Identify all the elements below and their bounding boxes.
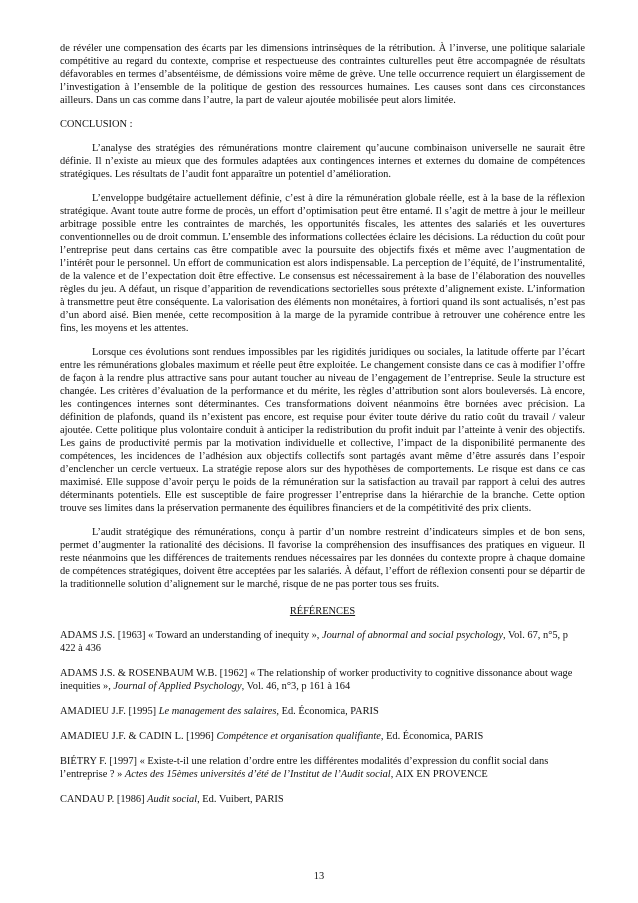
reference-item: BIÉTRY F. [1997] « Existe-t-il une relation d’ordre entre les différentes modalités d’expression du conflit social dans l’entreprise ? » Actes des 15èmes universités d’été de l’Institut de l’Audit social, AIX EN PROVENCE (60, 756, 549, 780)
conclusion-paragraph-1: L’analyse des stratégies des rémunérations montre clairement qu’aucune combinaison universelle ne saurait être définie. Il n’existe au mieux que des formules adaptées aux contingences internes et externes du domaine de compétences stratégiques. Les résultats de l’audit font apparaître un potentiel d’amélioration. (60, 143, 585, 180)
conclusion-paragraph-4: L’audit stratégique des rémunérations, conçu à partir d’un nombre restreint d’indicateurs simples et de bon sens, permet d’augmenter la rationalité des décisions. Il favorise la compréhension des insuffisances des pratiques en vigueur. Il reste néanmoins que les différences de traitements rendues nécessaires par les données du contexte propre à chaque domaine de compétences stratégiques, doivent être acceptées par les salariés. À défaut, l’effort de réflexion consenti pour se départir de la traditionnelle solution d’alignement sur le marché, risque de ne pas porter tous ses fruits. (60, 527, 585, 590)
conclusion-heading: CONCLUSION : (60, 119, 133, 130)
references-heading: RÉFÉRENCES (289, 606, 356, 617)
reference-item: CANDAU P. [1986] Audit social, Ed. Vuibert, PARIS (60, 794, 284, 805)
references-list (60, 629, 585, 806)
conclusion-paragraph-3: Lorsque ces évolutions sont rendues impossibles par les rigidités juridiques ou sociales, la latitude offerte par l’écart entre les rémunérations globales maximum et réelle peut être exploitée. Le changement consiste dans ce cas à modifier l’offre de façon à la rendre plus attractive sans pour autant toucher au niveau de l’engagement de l’entreprise. Seule la structure est changée. Les critères d’évaluation de la performance et du mérite, les règles d’attribution sont alors bouleversés. Là encore, les contingences internes sont déterminantes. Ces transformations doivent néanmoins être bornées avec précision. La définition de plafonds, quand ils n’existent pas encore, est requise pour éviter toute dérive du ratio coût du travail / valeur ajoutée. Cette politique plus volontaire conduit à anticiper la redistribution du profit induit par l’atteinte à venir des objectifs. Les gains de productivité permis par la motivation individuelle et collective, l’impact de la disponibilité permanente des compétences, les incidences de l’adhésion aux objectifs collectifs sont partagés avant même d’être assurés dans l’espoir d’enclencher un cercle vertueux. La stratégie repose alors sur des hypothèses de comportements. Le risque est dans ce cas maximisé. Elle suppose d’avoir perçu le poids de la rémunération sur la satisfaction au travail par rapport à celui des autres déterminants potentiels. Elle est susceptible de faire progresser l’entreprise dans la hiérarchie de la branche. Cette option trouve ses limites dans la préservation permanente des équilibres financiers et de la compétitivité des prix clients. (60, 347, 585, 514)
page-number: 13 (313, 871, 325, 882)
document-page (60, 42, 585, 818)
reference-item: ADAMS J.S. & ROSENBAUM W.B. [1962] « The relationship of worker productivity to cognitive dissonance about wage inequities », Journal of Applied Psychology, Vol. 46, n°3, p 161 à 164 (60, 668, 573, 692)
reference-item: AMADIEU J.F. & CADIN L. [1996] Compétence et organisation qualifiante, Ed. Économica, PARIS (60, 731, 484, 742)
conclusion-paragraph-2: L’enveloppe budgétaire actuellement définie, c’est à dire la rémunération globale réelle, est à la base de la réflexion stratégique. Avant toute autre forme de procès, un effort d’optimisation peut être entamé. Il s’agit de mettre à jour le meilleur arbitrage possible entre les contraintes de marchés, les opportunités fiscales, les attentes des salariés et les ouvertures conventionnelles ou de droit commun. L’ensemble des informations collectées éclaire les décisions. La réduction du coût pour l’entreprise peut dans certains cas être compatible avec la poursuite des objectifs fixés et même avec l’augmentation de l’intérêt pour le personnel. Un effort de communication est alors indispensable. La perception de l’équité, de l’instrumentalité, de la valence et de l’expectation doit être effective. Le consensus est nécessairement à la base de l’élaboration des nouvelles règles du jeu. A défaut, un risque d’apparition de revendications sectorielles sous prétexte d’alignement existe. L’information à transmettre peut être conséquente. La valorisation des éléments non monétaires, à fortiori quand ils sont actualisés, n’est pas d’un abord aisé. Bien menée, cette recomposition à la marge de la pyramide contribue à retrouver une cohérence entre les fins, les moyens et les attentes. (60, 193, 585, 334)
reference-item: ADAMS J.S. [1963] « Toward an understanding of inequity », Journal of abnormal and social psychology, Vol. 67, n°5, p 422 à 436 (60, 630, 568, 654)
reference-item: AMADIEU J.F. [1995] Le management des salaires, Ed. Économica, PARIS (60, 706, 379, 717)
intro-paragraph: de révéler une compensation des écarts par les dimensions intrinsèques de la rétribution. À l’inverse, une politique salariale compétitive au regard du contexte, comprise et respectueuse des contraintes culturelles peut être accompagnée de résultats défavorables en termes d’absentéisme, de démissions voire même de grève. Une telle occurrence requiert un élargissement de l’investigation à l’ensemble de la politique de gestion des ressources humaines. Les causes sont dans ces circonstances ailleurs. Dans un cas comme dans l’autre, la part de valeur ajoutée mobilisée peut alors limitée. (60, 43, 585, 106)
